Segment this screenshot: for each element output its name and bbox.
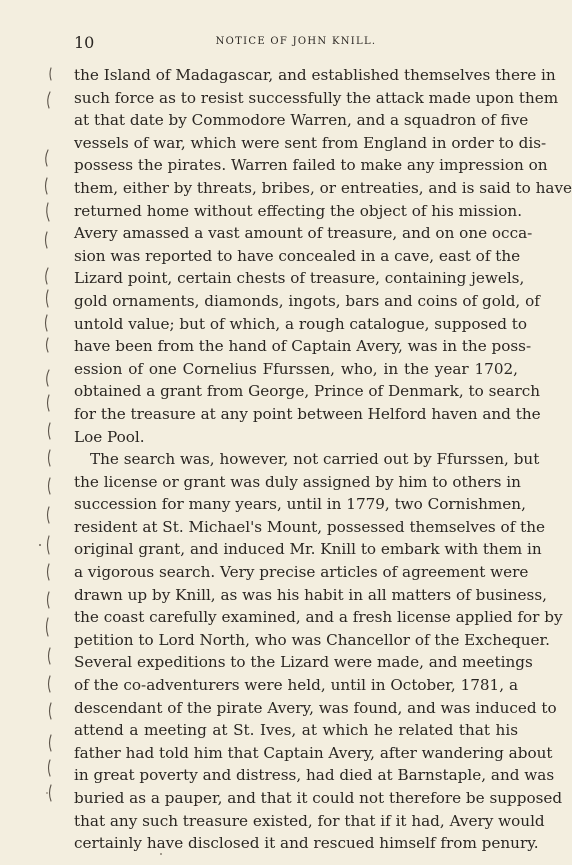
text-line: certainly have disclosed it and rescued himself from penury. bbox=[74, 834, 539, 853]
text-line: Several expeditions to the Lizard were made, and meetings bbox=[74, 653, 533, 672]
text-line: at that date by Commodore Warren, and a squadron of five bbox=[74, 111, 529, 130]
text-line: returned home without effecting the object of his mission. bbox=[74, 201, 523, 220]
text-line: drawn up by Knill, as was his habit in all matters of business, bbox=[74, 585, 547, 604]
margin-pencil-marks bbox=[0, 0, 70, 865]
text-line: a vigorous search. Very precise articles of agreement were bbox=[74, 563, 529, 582]
text-line: sion was reported to have concealed in a cave, east of the bbox=[74, 246, 521, 265]
text-line: obtained a grant from George, Prince of Denmark, to search bbox=[74, 382, 540, 401]
text-line: Lizard point, certain chests of treasure, containing jewels, bbox=[74, 269, 525, 288]
running-header bbox=[74, 33, 518, 55]
body-text bbox=[74, 64, 572, 855]
text-line: attend a meeting at St. Ives, at which he related that his bbox=[74, 721, 518, 740]
text-line: Loe Pool. bbox=[74, 427, 145, 446]
text-line: succession for many years, until in 1779, two Cornishmen, bbox=[74, 495, 526, 514]
text-line: untold value; but of which, a rough catalogue, supposed to bbox=[74, 314, 528, 333]
text-line: of the co-adventurers were held, until in October, 1781, a bbox=[74, 676, 518, 695]
text-line: resident at St. Michael's Mount, possessed themselves of the bbox=[74, 517, 546, 536]
text-line: that any such treasure existed, for that if it had, Avery would bbox=[74, 811, 545, 830]
text-line: descendant of the pirate Avery, was found, and was induced to bbox=[74, 698, 557, 717]
running-head-title: NOTICE OF JOHN KNILL. bbox=[215, 36, 377, 47]
text-line: original grant, and induced Mr. Knill to embark with them in bbox=[74, 540, 542, 559]
text-line: petition to Lord North, who was Chancellor of the Exchequer. bbox=[74, 630, 550, 649]
text-line: have been from the hand of Captain Avery, was in the poss- bbox=[74, 337, 532, 356]
text-line: in great poverty and distress, had died at Barnstaple, and was bbox=[74, 766, 555, 785]
text-line: them, either by threats, bribes, or entreaties, and is said to have bbox=[74, 178, 572, 197]
text-line: buried as a pauper, and that it could not therefore be supposed bbox=[74, 789, 563, 807]
text-line: such force as to resist successfully the attack made upon them bbox=[74, 88, 559, 107]
text-line: father had told him that Captain Avery, after wandering about bbox=[74, 743, 553, 762]
text-line: for the treasure at any point between Helford haven and the bbox=[74, 404, 541, 423]
text-line: the Island of Madagascar, and established themselves there in bbox=[74, 66, 556, 84]
text-line: ession of one Cornelius Ffurssen, who, in the year 1702, bbox=[74, 359, 518, 378]
text-line: Avery amassed a vast amount of treasure, and on one occa- bbox=[74, 224, 533, 243]
paper-speck bbox=[160, 853, 162, 855]
text-line: vessels of war, which were sent from England in order to dis- bbox=[74, 133, 547, 152]
page-number: 10 bbox=[74, 33, 95, 52]
text-line: the coast carefully examined, and a fresh license applied for by bbox=[74, 608, 563, 627]
text-line: possess the pirates. Warren failed to make any impression on bbox=[74, 156, 548, 175]
text-line: gold ornaments, diamonds, ingots, bars and coins of gold, of bbox=[74, 291, 540, 310]
text-line: The search was, however, not carried out by Ffurssen, but bbox=[90, 450, 540, 469]
text-line: the license or grant was duly assigned by him to others in bbox=[74, 472, 521, 491]
